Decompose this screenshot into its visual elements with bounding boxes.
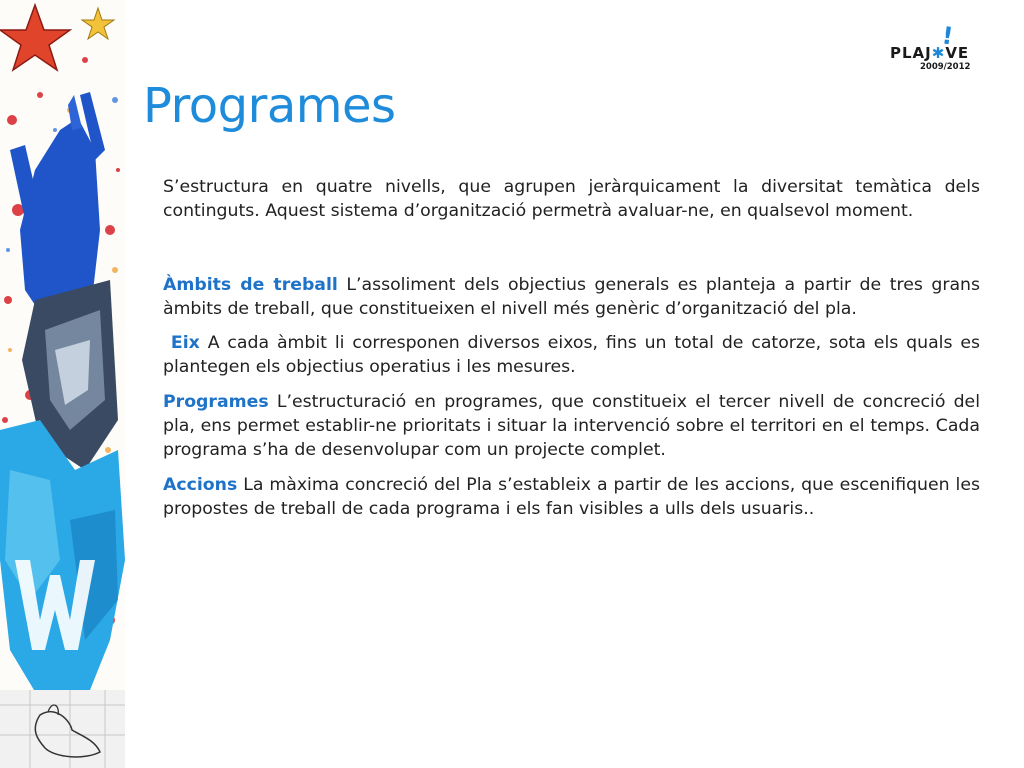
decorative-artwork xyxy=(0,0,125,768)
section-term: Accions xyxy=(163,474,238,495)
page-title: Programes xyxy=(143,78,396,134)
section-text: L’estructuració en programes, que constitueix el tercer nivell de concreció del pla, ens permet establir-ne prioritats i situar la intervenció sobre el territori en el temps. Cada programa s’ha de desenvolupar com un projecte complet. xyxy=(163,391,980,461)
logo-star-icon: ✱ xyxy=(931,44,946,62)
logo-exclamation: ! xyxy=(940,21,955,51)
slide-body xyxy=(163,175,980,531)
logo-wordmark xyxy=(890,44,969,62)
intro-paragraph: S’estructura en quatre nivells, que agrupen jeràrquicament la diversitat temàtica dels continguts. Aquest sistema d’organització permetrà avaluar-ne, en qualsevol moment. xyxy=(163,177,980,222)
section-text: L’assoliment dels objectius generals es planteja a partir de tres grans àmbits de treball, que constitueixen el nivell més genèric d’organització del pla. xyxy=(163,274,980,319)
section-eix xyxy=(163,331,980,380)
section-term: Àmbits de treball xyxy=(163,274,338,295)
section-text: A cada àmbit li corresponen diversos eixos, fins un total de catorze, sota els quals es plantegen els objectius operatius i les mesures. xyxy=(163,333,980,378)
section-accions xyxy=(163,473,980,522)
section-ambits xyxy=(163,273,980,322)
section-term: Programes xyxy=(163,391,269,412)
logo-text-post: VE xyxy=(945,44,970,62)
logo-year: 2009/2012 xyxy=(920,62,971,72)
plajove-logo xyxy=(888,22,998,77)
section-text: La màxima concreció del Pla s’estableix a partir de les accions, que escenifiquen les propostes de treball de cada programa i els fan visibles a ulls dels usuaris.. xyxy=(163,474,980,519)
logo-text-pre: PLAJ xyxy=(890,44,932,62)
section-programes xyxy=(163,390,980,463)
section-term: Eix xyxy=(170,333,200,354)
